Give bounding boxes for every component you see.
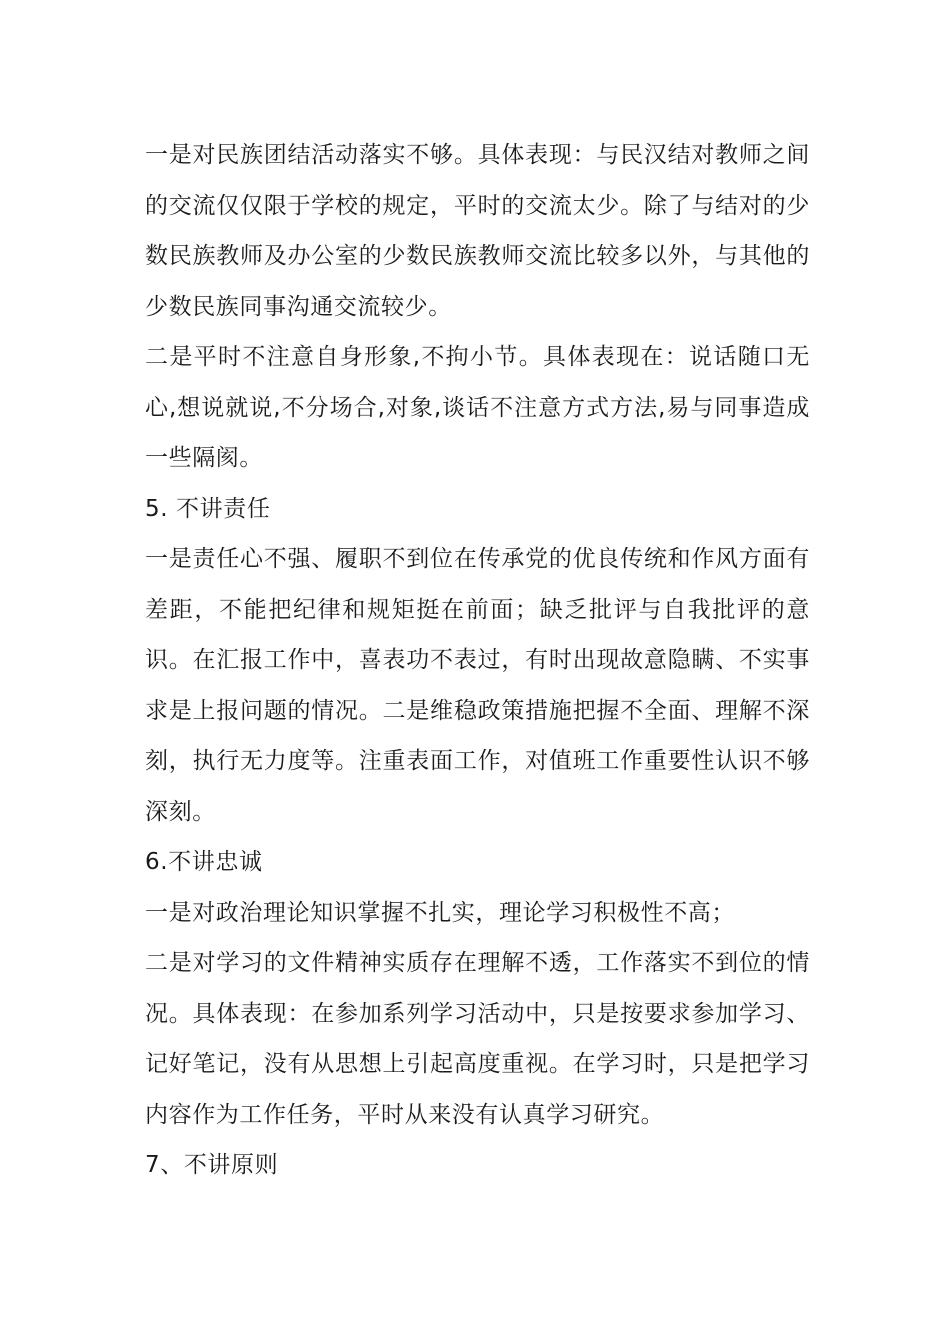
paragraph-responsibility: 一是责任心不强、履职不到位在传承党的优良传统和作风方面有差距，不能把纪律和规矩挺在前面；缺乏批评与自我批评的意识。在汇报工作中，喜表功不表过，有时出现故意隐瞒、不实事求是上报问题的情况。二是维稳政策措施把握不全面、理解不深刻，执行无力度等。注重表面工作，对值班工作重要性认识不够深刻。 xyxy=(145,546,810,825)
section-heading-5: 5. 不讲责任 xyxy=(145,495,271,522)
section-heading-6: 6.不讲忠诚 xyxy=(145,849,263,875)
paragraph-ethnic-unity: 一是对民族团结活动落实不够。具体表现：与民汉结对教师之间的交流仅仅限于学校的规定，平时的交流太少。除了与结对的少数民族教师及办公室的少数民族教师交流比较多以外，与其他的少数民族同事沟通交流较少。 xyxy=(145,142,810,320)
section-heading-7: 7、不讲原则 xyxy=(145,1152,279,1178)
paragraph-study-documents: 二是对学习的文件精神实质存在理解不透，工作落实不到位的情况。具体表现：在参加系列学习活动中，只是按要求参加学习、记好笔记，没有从思想上引起高度重视。在学习时，只是把学习内容作为工作任务，平时从来没有认真学习研究。 xyxy=(145,950,810,1128)
document-body xyxy=(145,130,810,1191)
paragraph-self-image: 二是平时不注意自身形象,不拘小节。具体表现在：说话随口无心,想说就说,不分场合,对象,谈话不注意方式方法,易与同事造成一些隔阂。 xyxy=(145,344,810,471)
paragraph-political-theory: 一是对政治理论知识掌握不扎实，理论学习积极性不高； xyxy=(145,899,735,926)
